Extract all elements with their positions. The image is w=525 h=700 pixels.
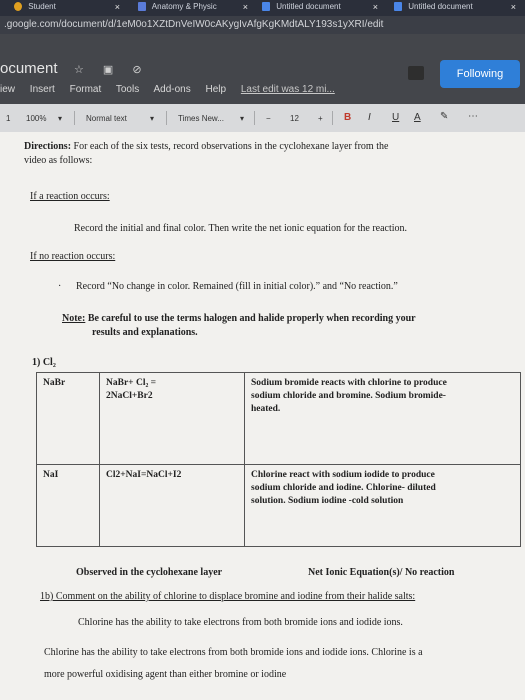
observation-line: sodium chloride and iodine. Chlorine- diluted <box>251 483 436 493</box>
note-label: Note: <box>62 313 86 324</box>
comment-icon[interactable] <box>408 66 424 80</box>
chevron-down-icon[interactable]: ▾ <box>58 114 63 123</box>
equation-line: Cl2+NaI=NaCl+I2 <box>106 470 182 480</box>
student-icon <box>14 2 22 11</box>
question-1b: 1b) Comment on the ability of chlorine to displace bromine and iodine from their halide salts: <box>40 591 416 602</box>
section-heading: 1) Cl₂ <box>32 357 56 368</box>
close-icon[interactable]: × <box>114 2 120 12</box>
observation-line: sodium chloride and bromine. Sodium bromide- <box>251 391 446 401</box>
table-cell-halide[interactable]: NaBr <box>37 373 100 465</box>
observation-line: Chlorine react with sodium iodide to produce <box>251 470 435 480</box>
directions-text: For each of the six tests, record observations in the cyclohexane layer from the <box>73 141 389 152</box>
formatting-toolbar <box>0 104 525 133</box>
note-continued: results and explanations. <box>92 327 198 338</box>
menu-addons[interactable]: Add-ons <box>153 84 191 95</box>
tab-anatomy[interactable] <box>138 0 252 16</box>
close-icon[interactable]: × <box>510 2 516 12</box>
note-paragraph <box>62 312 517 325</box>
equation-line: NaBr+ Cl₂ = <box>106 378 157 388</box>
if-no-reaction-heading: If no reaction occurs: <box>30 251 116 262</box>
close-icon[interactable]: × <box>242 2 248 12</box>
chevron-down-icon[interactable]: ▾ <box>240 114 245 123</box>
more-icon[interactable]: ⋯ <box>468 111 478 122</box>
tab-label: Student <box>28 2 56 11</box>
table-cell-observation[interactable] <box>245 373 521 465</box>
answer-line: Chlorine has the ability to take electrons from both bromide ions and iodide ions. Chlorine is a <box>44 647 423 658</box>
text-color-button[interactable]: A <box>414 112 421 123</box>
equation-line: 2NaCl+Br2 <box>106 391 153 401</box>
underline-button[interactable]: U <box>392 112 400 123</box>
zoom-select[interactable]: 100% <box>26 114 47 123</box>
observation-line: heated. <box>251 404 281 414</box>
last-edit-link[interactable]: Last edit was 12 mi... <box>240 84 335 95</box>
menu-help[interactable]: Help <box>205 84 227 95</box>
answer-line: more powerful oxidising agent than either bromine or iodine <box>44 669 287 680</box>
increase-size-button[interactable]: + <box>318 114 323 123</box>
note-text: Be careful to use the terms halogen and halide properly when recording your <box>87 313 416 324</box>
observation-line: solution. Sodium iodine -cold solution <box>251 496 404 506</box>
table-row <box>37 465 521 547</box>
tab-label: Untitled document <box>408 2 473 11</box>
menu-insert[interactable]: Insert <box>29 84 55 95</box>
font-select[interactable]: Times New... <box>178 114 224 123</box>
table-cell-halide[interactable]: NaI <box>37 465 100 547</box>
address-bar[interactable]: .google.com/document/d/1eM0o1XZtDnVeIW0cAKygIvAfgKgKMdtALY193s1yXRI/edit <box>0 16 525 34</box>
italic-button[interactable]: I <box>368 112 371 123</box>
toolbar-divider <box>74 111 75 125</box>
close-icon[interactable]: × <box>372 2 378 12</box>
observation-line: Sodium bromide reacts with chlorine to produce <box>251 378 447 388</box>
toolbar-divider <box>332 111 333 125</box>
table-cell-equation[interactable] <box>100 465 245 547</box>
directions-label: Directions: <box>24 141 72 152</box>
decrease-size-button[interactable]: − <box>266 114 271 123</box>
menu-bar <box>0 84 347 98</box>
if-reaction-heading: If a reaction occurs: <box>30 191 110 202</box>
highlight-icon[interactable]: ✎ <box>440 111 449 122</box>
m-logo-icon <box>138 2 146 11</box>
table-cell-equation[interactable] <box>100 373 245 465</box>
toolbar-divider <box>254 111 255 125</box>
bullet: · <box>58 281 62 292</box>
docs-icon <box>262 2 270 11</box>
style-select[interactable]: Normal text <box>86 114 127 123</box>
toolbar-leading-number: 1 <box>6 114 11 123</box>
reaction-instruction: Record the initial and final color. Then write the net ionic equation for the reaction. <box>74 223 408 234</box>
tab-untitled-document-1[interactable] <box>262 0 382 16</box>
footer-column-net-ionic: Net Ionic Equation(s)/ No reaction <box>308 567 455 578</box>
directions-paragraph <box>24 140 519 153</box>
font-size-input[interactable]: 12 <box>290 114 299 123</box>
table-row <box>37 373 521 465</box>
tab-student[interactable] <box>14 0 124 16</box>
menu-view[interactable]: iew <box>0 84 16 95</box>
toolbar-divider <box>166 111 167 125</box>
no-reaction-instruction: Record “No change in color. Remained (fill in initial color).” and “No reaction.” <box>76 281 398 292</box>
directions-continued: video as follows: <box>24 155 93 166</box>
tab-untitled-document-2[interactable] <box>394 0 520 16</box>
tab-label: Untitled document <box>276 2 341 11</box>
star-move-cloud-icons[interactable]: ☆ ▣ ⊘ <box>74 64 150 76</box>
document-title[interactable]: ocument <box>0 60 58 77</box>
menu-format[interactable]: Format <box>69 84 102 95</box>
observations-table <box>36 372 521 547</box>
chevron-down-icon[interactable]: ▾ <box>150 114 155 123</box>
table-cell-observation[interactable] <box>245 465 521 547</box>
tab-label: Anatomy & Physic <box>151 2 217 11</box>
menu-tools[interactable]: Tools <box>115 84 140 95</box>
following-button[interactable]: Following <box>440 60 520 88</box>
footer-column-observed: Observed in the cyclohexane layer <box>76 567 223 578</box>
answer-line: Chlorine has the ability to take electrons from both bromide ions and iodide ions. <box>78 617 403 628</box>
docs-icon <box>394 2 402 11</box>
bold-button[interactable]: B <box>344 112 352 123</box>
browser-tab-bar <box>0 0 525 16</box>
